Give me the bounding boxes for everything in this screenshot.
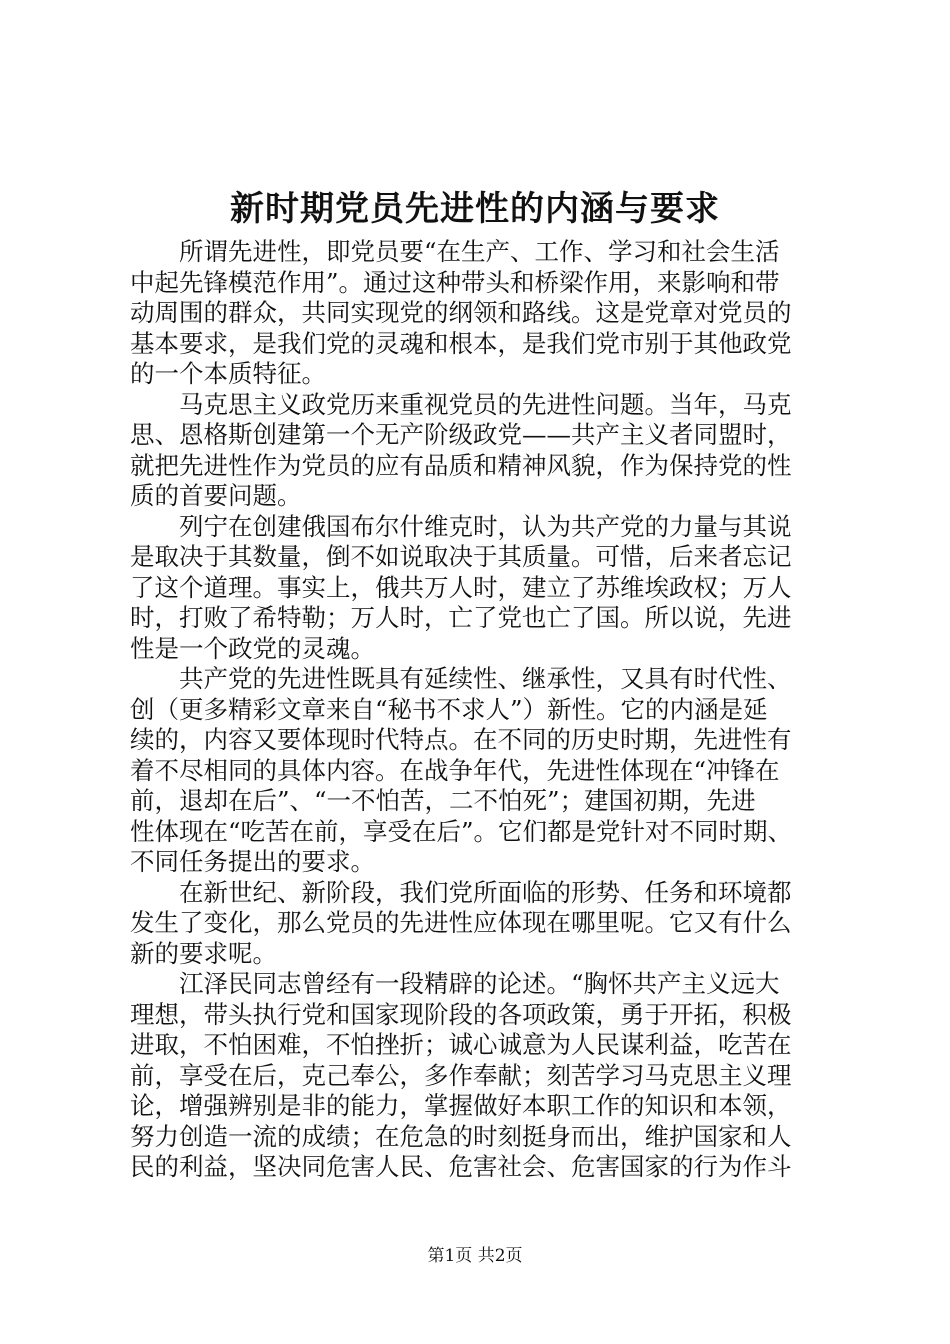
text-line: 共产党的先进性既具有延续性、继承性，又具有时代性、 <box>130 664 792 693</box>
text-line: 性体现在“吃苦在前，享受在后”。它们都是党针对不同时期、 <box>130 816 793 846</box>
text-line: 创（更多精彩文章来自“秘书不求人”）新性。它的内涵是延 <box>130 694 768 724</box>
text-line: 马克思主义政党历来重视党员的先进性问题。当年，马克 <box>130 389 792 419</box>
text-line: 论，增强辨别是非的能力，掌握做好本职工作的知识和本领， <box>130 1091 792 1120</box>
text-line: 就把先进性作为党员的应有品质和精神风貌，作为保持党的性 <box>130 450 792 480</box>
text-line: 中起先锋模范作用”。通过这种带头和桥梁作用，来影响和带 <box>130 267 780 297</box>
text-line: 着不尽相同的具体内容。在战争年代，先进性体现在“冲锋在 <box>130 755 780 785</box>
paragraph-4 <box>130 664 844 878</box>
text-line: 了这个道理。事实上，俄共万人时，建立了苏维埃政权；万人 <box>130 572 792 602</box>
text-line: 所谓先进性，即党员要“在生产、工作、学习和社会生活 <box>130 237 780 266</box>
text-line: 质的首要问题。 <box>130 481 302 510</box>
text-line: 理想，带头执行党和国家现阶段的各项政策，勇于开拓，积极 <box>130 999 792 1029</box>
paragraph-3 <box>130 512 844 665</box>
text-line: 续的，内容又要体现时代特点。在不同的历史时期，先进性有 <box>130 725 792 754</box>
document-title: 新时期党员先进性的内涵与要求 <box>230 189 720 229</box>
text-line: 不同任务提出的要求。 <box>130 847 375 876</box>
text-line: 努力创造一流的成绩；在危急的时刻挺身而出，维护国家和人 <box>130 1121 792 1151</box>
text-line: 思、恩格斯创建第一个无产阶级政党——共产主义者同盟时， <box>130 420 792 449</box>
paragraph-5 <box>130 878 844 970</box>
paragraph-6 <box>130 969 844 1183</box>
text-line: 在新世纪、新阶段，我们党所面临的形势、任务和环境都 <box>130 877 792 907</box>
text-line: 时，打败了希特勒；万人时，亡了党也亡了国。所以说，先进 <box>130 603 792 632</box>
text-line: 江泽民同志曾经有一段精辟的论述。“胸怀共产主义远大 <box>130 969 780 998</box>
text-line: 是取决于其数量，倒不如说取决于其质量。可惜，后来者忘记 <box>130 542 792 571</box>
text-line: 前，退却在后”、“一不怕苦，二不怕死”；建国初期，先进 <box>130 786 756 815</box>
document-body <box>130 237 844 1183</box>
text-line: 民的利益，坚决同危害人民、危害社会、危害国家的行为作斗 <box>130 1152 792 1181</box>
paragraph-1 <box>130 237 844 390</box>
text-line: 进取，不怕困难，不怕挫折；诚心诚意为人民谋利益，吃苦在 <box>130 1030 792 1059</box>
text-line: 基本要求，是我们党的灵魂和根本，是我们党市别于其他政党 <box>130 328 792 358</box>
text-line: 前，享受在后，克己奉公，多作奉献；刻苦学习马克思主义理 <box>130 1060 792 1090</box>
text-line: 性是一个政党的灵魂。 <box>130 633 375 663</box>
page-footer: 第1页 共2页 <box>427 1246 523 1266</box>
text-line: 的一个本质特征。 <box>130 359 326 388</box>
text-line: 动周围的群众，共同实现党的纲领和路线。这是党章对党员的 <box>130 298 792 327</box>
text-line: 发生了变化，那么党员的先进性应体现在哪里呢。它又有什么 <box>130 908 792 937</box>
text-line: 列宁在创建俄国布尔什维克时，认为共产党的力量与其说 <box>130 511 792 541</box>
paragraph-2 <box>130 390 844 512</box>
text-line: 新的要求呢。 <box>130 938 277 968</box>
